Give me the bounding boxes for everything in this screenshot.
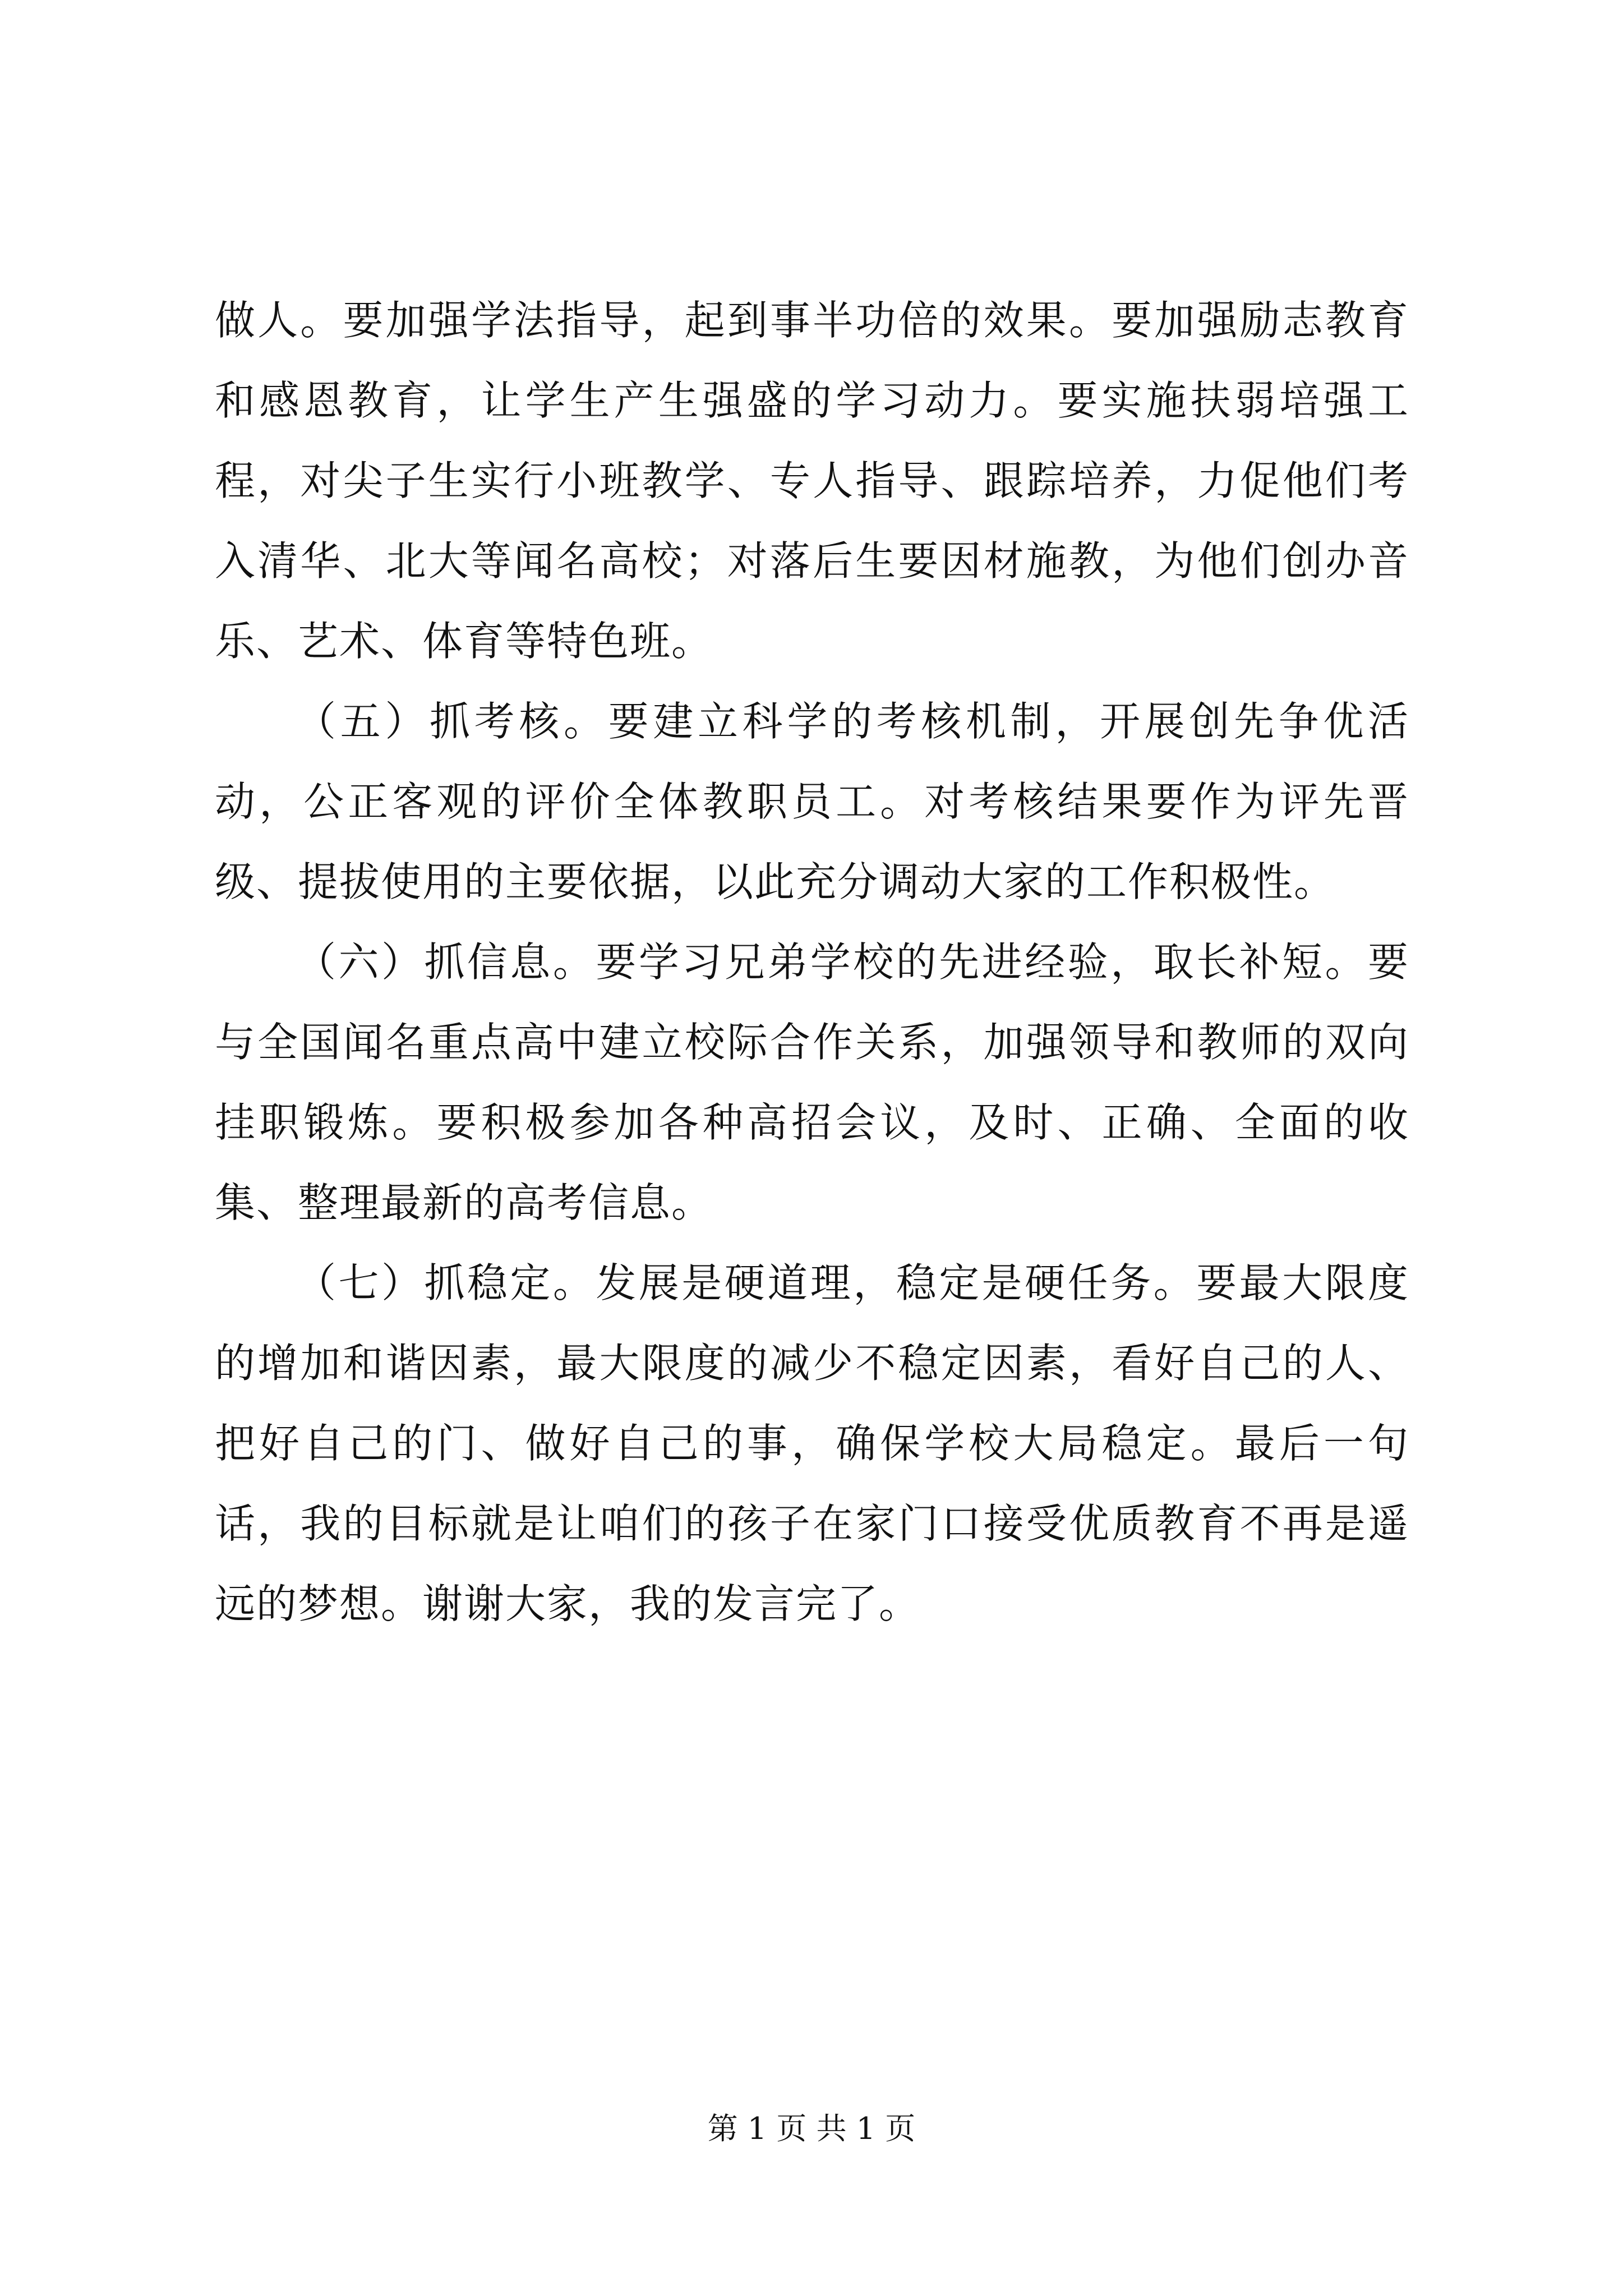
paragraph-6-information: （六）抓信息。要学习兄弟学校的先进经验，取长补短。要与全国闻名重点高中建立校际合作关系，加强领导和教师的双向挂职锻炼。要积极参加各种高招会议，及时、正确、全面的收集、整理最新的高考信息。: [215, 938, 1409, 1226]
paragraph-7-stability: （七）抓稳定。发展是硬道理，稳定是硬任务。要最大限度的增加和谐因素，最大限度的减少不稳定因素，看好自己的人、把好自己的门、做好自己的事，确保学校大局稳定。最后一句话，我的目标就是让咱们的孩子在家门口接受优质教育不再是遥远的梦想。谢谢大家，我的发言完了。: [215, 1259, 1409, 1627]
paragraph-5-assessment: （五）抓考核。要建立科学的考核机制，开展创先争优活动，公正客观的评价全体教职员工。对考核结果要作为评先晋级、提拔使用的主要依据，以此充分调动大家的工作积极性。: [215, 698, 1409, 905]
document-body: [215, 280, 1409, 1644]
page-footer: 第 1 页 共 1 页: [707, 2111, 916, 2146]
paragraph-1: 做人。要加强学法指导，起到事半功倍的效果。要加强励志教育和感恩教育，让学生产生强盛的学习动力。要实施扶弱培强工程，对尖子生实行小班教学、专人指导、跟踪培养，力促他们考入清华、北大等闻名高校；对落后生要因材施教，为他们创办音乐、艺术、体育等特色班。: [215, 297, 1409, 665]
